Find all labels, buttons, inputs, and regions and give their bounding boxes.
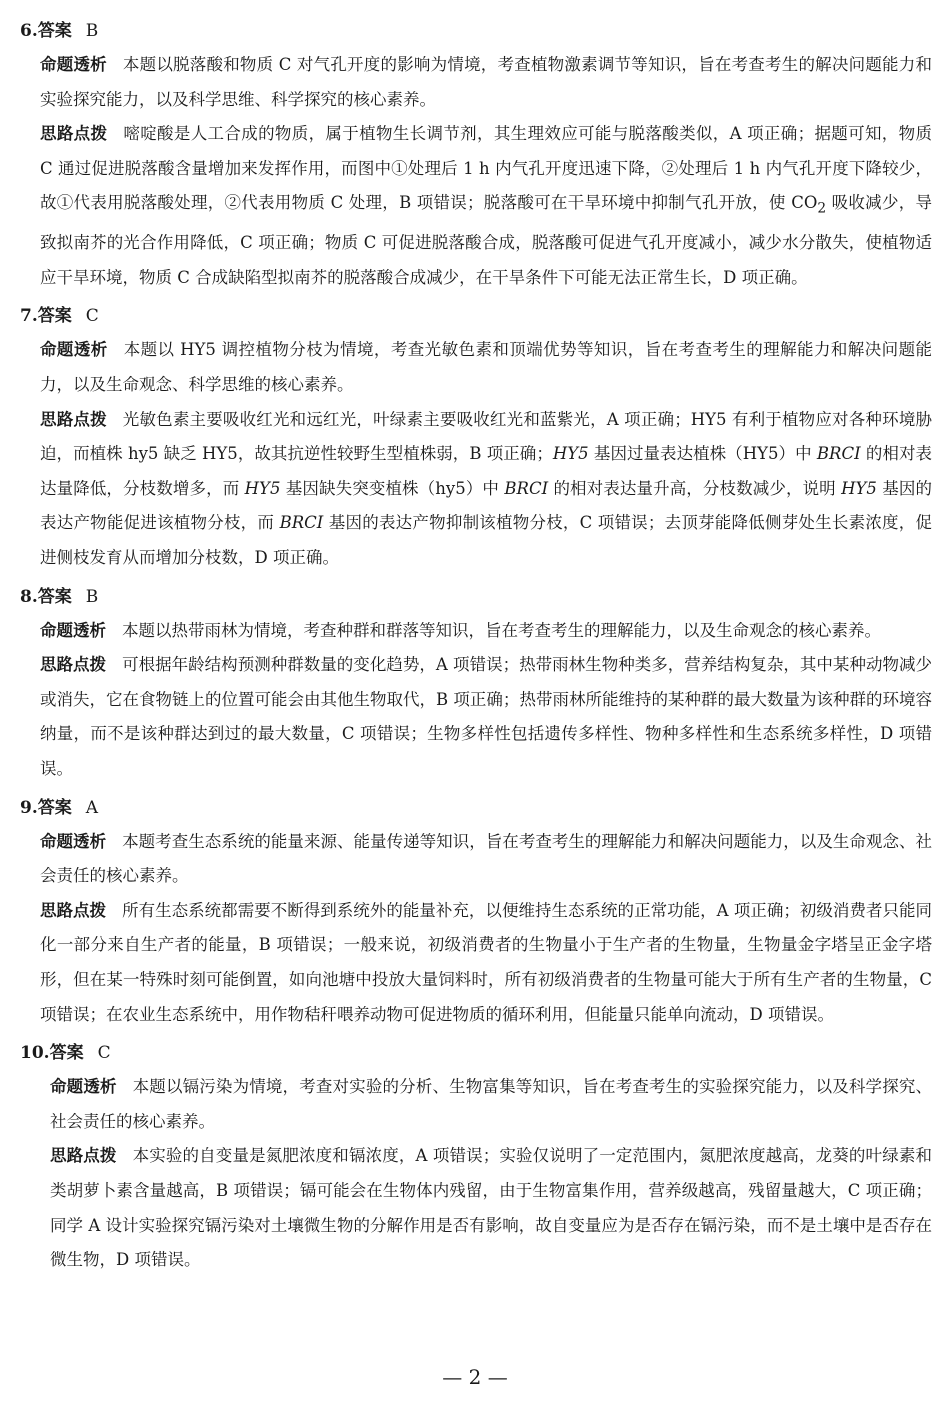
- question-number: 7.: [20, 306, 38, 327]
- question-number: 10.: [20, 1043, 50, 1064]
- hint-segment: 基因的表达产物抑制该植物分枝，C 项错误；去顶芽能降低侧芽处生长素浓度，促进侧枝发育从而增加分枝数，D 项正确。: [40, 513, 932, 568]
- question-header: [20, 580, 932, 614]
- answer-value: C: [85, 306, 99, 327]
- answer-label: 答案: [37, 21, 72, 41]
- question-header: [20, 1036, 932, 1070]
- answer-label: 答案: [37, 797, 72, 818]
- hint-paragraph: [20, 117, 932, 295]
- answer-label: 答案: [49, 1043, 84, 1064]
- hint-text: 可根据年龄结构预测种群数量的变化趋势，A 项错误；热带雨林生物种类多，营养结构复杂，其中某种动物减少或消失，它在食物链上的位置可能会由其他生物取代，B 项正确；热带雨林所能维持的某种群的最大数量为该种群的环境容纳量，而不是该种群达到过的最大数量，C 项错误；生物多样性包括遗传多样性、物种多样性和生态系统多样性，D 项错误。: [40, 655, 933, 778]
- gene-name: BRCI: [504, 478, 549, 498]
- question-6: [20, 14, 932, 295]
- hint-paragraph: [20, 403, 932, 576]
- page-number: — 2 —: [442, 1365, 508, 1389]
- hint-label: 思路点拨: [40, 900, 107, 920]
- question-10: [20, 1036, 932, 1278]
- question-header: [20, 791, 932, 825]
- analysis-paragraph: [20, 333, 932, 402]
- analysis-label: 命题透析: [40, 340, 108, 360]
- hint-label: 思路点拨: [50, 1146, 117, 1166]
- hint-paragraph: [20, 648, 932, 786]
- analysis-label: 命题透析: [40, 620, 106, 640]
- gene-name: HY5: [244, 478, 281, 498]
- hint-text-continued: 吸收减少，导致拟南芥的光合作用降低，C 项正确；物质 C 可促进脱落酸合成，脱落酸可促进气孔开度减小，减少水分散失，使植物适应干旱环境，物质 C 合成缺陷型拟南芥的脱落酸合成减少，在干旱条件下可能无法正常生长，D 项正确。: [40, 193, 932, 287]
- analysis-label: 命题透析: [40, 55, 107, 74]
- answer-value: B: [85, 21, 99, 41]
- hint-text: 本实验的自变量是氮肥浓度和镉浓度，A 项错误；实验仅说明了一定范围内，氮肥浓度越高，龙葵的叶绿素和类胡萝卜素含量越高，B 项错误；镉可能会在生物体内残留，由于生物富集作用，营养级越高，残留量越大，C 项正确；同学 A 设计实验探究镉污染对土壤微生物的分解作用是否有影响，故自变量应为是否存在镉污染，而不是土壤中是否存在微生物，D 项错误。: [50, 1146, 932, 1270]
- hint-segment: 的相对表达量升高，分枝数减少，说明: [548, 478, 842, 498]
- question-number: 6.: [20, 21, 38, 41]
- hint-label: 思路点拨: [40, 655, 107, 675]
- answer-value: B: [85, 586, 99, 607]
- analysis-text: 本题以脱落酸和物质 C 对气孔开度的影响为情境，考查植物激素调节等知识，旨在考查考生的解决问题能力和实验探究能力，以及科学思维、科学探究的核心素养。: [40, 55, 932, 109]
- analysis-paragraph: [20, 614, 932, 649]
- question-header: [20, 14, 932, 48]
- hint-text: 所有生态系统都需要不断得到系统外的能量补充，以便维持生态系统的正常功能，A 项正确；初级消费者只能同化一部分来自生产者的能量，B 项错误；一般来说，初级消费者的生物量小于生产者的生物量，生物量金字塔呈正金字塔形，但在某一特殊时刻可能倒置，如向池塘中投放大量饲料时，所有初级消费者的生物量可能大于所有生产者的生物量，C 项错误；在农业生态系统中，用作物秸秆喂养动物可促进物质的循环利用，但能量只能单向流动，D 项错误。: [40, 900, 933, 1024]
- hint-segment: 的相对表达量降低，分枝数增多，而: [40, 444, 932, 498]
- analysis-text: 本题以 HY5 调控植物分枝为情境，考查光敏色素和顶端优势等知识，旨在考查考生的理解能力和解决问题能力，以及生命观念、科学思维的核心素养。: [40, 340, 932, 395]
- hint-segment: 基因过量表达植株（HY5）中: [588, 444, 817, 464]
- gene-name: HY5: [552, 444, 589, 464]
- hint-label: 思路点拨: [40, 124, 108, 144]
- hint-text: [40, 410, 932, 567]
- answer-page: [20, 14, 932, 1282]
- answer-label: 答案: [37, 306, 72, 327]
- hint-subscript: 2: [817, 200, 827, 217]
- hint-paragraph: [20, 1139, 932, 1277]
- hint-label: 思路点拨: [40, 409, 107, 429]
- gene-name: HY5: [841, 478, 877, 498]
- analysis-label: 命题透析: [50, 1077, 117, 1097]
- question-number: 8.: [20, 586, 38, 607]
- gene-name: BRCI: [816, 444, 861, 464]
- hint-paragraph: [20, 894, 932, 1032]
- answer-label: 答案: [37, 586, 72, 607]
- question-header: [20, 299, 932, 333]
- question-7: [20, 299, 932, 575]
- hint-segment: 基因缺失突变植株（hy5）中: [280, 478, 505, 498]
- analysis-label: 命题透析: [40, 831, 107, 851]
- analysis-text: 本题考查生态系统的能量来源、能量传递等知识，旨在考查考生的理解能力和解决问题能力，以及生命观念、社会责任的核心素养。: [40, 831, 933, 886]
- question-number: 9.: [20, 797, 38, 818]
- analysis-text: 本题以镉污染为情境，考查对实验的分析、生物富集等知识，旨在考查考生的实验探究能力，以及科学探究、社会责任的核心素养。: [50, 1077, 933, 1131]
- answer-value: C: [97, 1043, 111, 1064]
- gene-name: BRCI: [279, 513, 324, 533]
- analysis-paragraph: [20, 1070, 932, 1139]
- hint-segment: 基因的表达产物能促进该植物分枝，而: [40, 478, 932, 533]
- hint-segment: 光敏色素主要吸收红光和远红光，叶绿素主要吸收红光和蓝紫光，A 项正确；HY5 有利于植物应对各种环境胁迫，而植株 hy5 缺乏 HY5，故其抗逆性较野生型植株弱，B 项正确；: [40, 409, 933, 464]
- analysis-paragraph: [20, 48, 932, 117]
- analysis-paragraph: [20, 825, 932, 894]
- analysis-text: 本题以热带雨林为情境，考查种群和群落等知识，旨在考查考生的理解能力，以及生命观念的核心素养。: [122, 620, 881, 640]
- question-9: [20, 791, 932, 1033]
- answer-value: A: [85, 797, 99, 818]
- question-8: [20, 580, 932, 787]
- hint-text: 嘧啶酸是人工合成的物质，属于植物生长调节剂，其生理效应可能与脱落酸类似，A 项正确；据题可知，物质 C 通过促进脱落酸含量增加来发挥作用，而图中①处理后 1 h 内气孔开度迅速下降，②处理后 1 h 内气孔开度下降较少，故①代表用脱落酸处理，②代表用物质 C 处理，B 项错误；脱落酸可在干旱环境中抑制气孔开放，使 CO: [40, 124, 932, 213]
